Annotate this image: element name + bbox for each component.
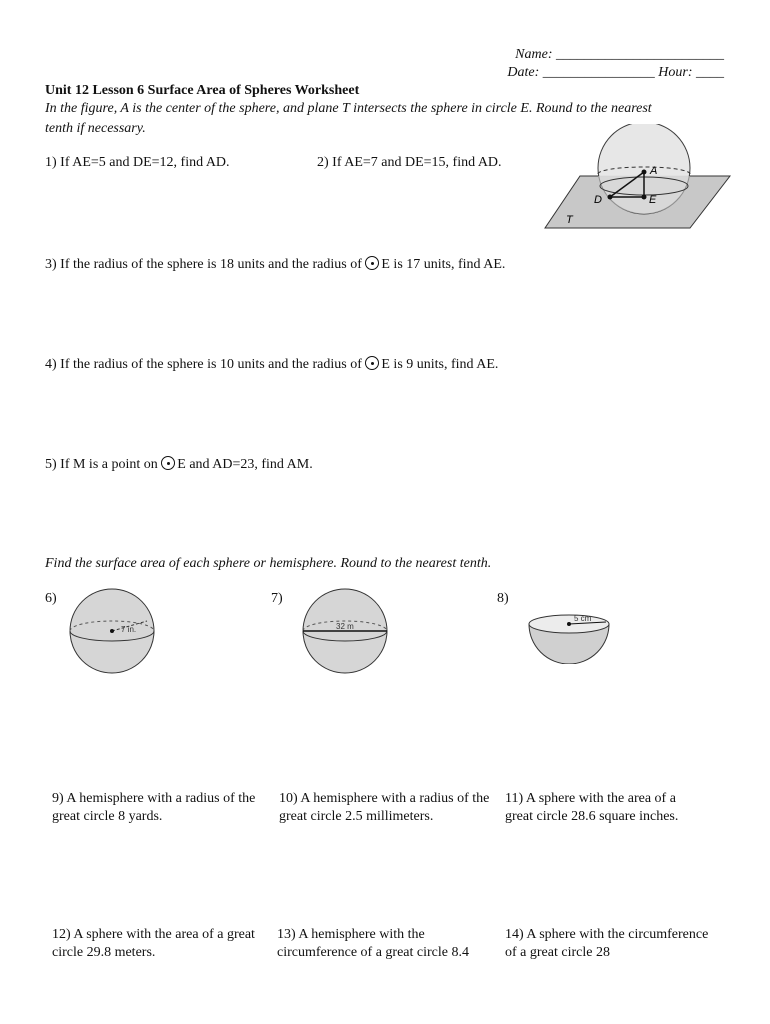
sphere-figure-7: [300, 585, 390, 677]
circle-dot-icon: [365, 356, 379, 370]
problem-14: 14) A sphere with the circumference of a great circle 28: [505, 927, 709, 960]
circle-dot-icon: [161, 456, 175, 470]
problem-2: 2) If AE=7 and DE=15, find AD.: [317, 155, 502, 170]
hemisphere-8-radius-label: 5 cm: [574, 614, 592, 623]
problem-4: [45, 356, 498, 373]
intro-line-2: tenth if necessary.: [45, 121, 146, 136]
label-a: A: [650, 165, 658, 177]
name-label: Name:: [515, 47, 553, 62]
label-t: T: [566, 214, 573, 226]
label-e: E: [649, 194, 657, 206]
hour-blank: ____: [696, 65, 724, 80]
problem-11: 11) A sphere with the area of a great circle 28.6 square inches.: [505, 791, 679, 824]
date-label: Date:: [507, 65, 540, 80]
problem-4-text-a: 4) If the radius of the sphere is 10 units and the radius of: [45, 357, 362, 372]
hemisphere-figure-8: [526, 608, 612, 664]
name-blank: ________________________: [556, 47, 724, 62]
problem-4-text-b: E is 9 units, find AE.: [381, 357, 499, 372]
problem-12: 12) A sphere with the area of a great circle 29.8 meters.: [52, 927, 255, 960]
hemisphere-8-center: [567, 622, 571, 626]
name-line: [515, 47, 724, 63]
worksheet-title: Unit 12 Lesson 6 Surface Area of Spheres Worksheet: [45, 83, 360, 98]
sphere-6-center: [110, 629, 114, 633]
problem-13: 13) A hemisphere with the circumference of a great circle 8.4: [277, 927, 469, 960]
point-d: [608, 195, 613, 200]
problem-3: [45, 256, 505, 273]
problem-3-text-b: E is 17 units, find AE.: [381, 257, 506, 272]
intro-line-1: In the figure, A is the center of the sphere, and plane T intersects the sphere in circle E. Round to the nearest: [45, 101, 652, 116]
problem-5: [45, 456, 313, 473]
date-hour-line: [507, 65, 724, 81]
problem-5-text-a: 5) If M is a point on: [45, 457, 158, 472]
problem-3-text-a: 3) If the radius of the sphere is 18 units and the radius of: [45, 257, 362, 272]
sphere-7-diameter-label: 32 m: [336, 622, 354, 631]
point-a: [642, 170, 647, 175]
problem-7-label: 7): [271, 591, 283, 606]
hour-label: Hour:: [658, 65, 693, 80]
problem-5-text-b: E and AD=23, find AM.: [177, 457, 313, 472]
problem-1: 1) If AE=5 and DE=12, find AD.: [45, 155, 230, 170]
point-e: [642, 195, 647, 200]
sphere-plane-figure: [540, 124, 740, 234]
circle-dot-icon: [365, 256, 379, 270]
problem-8-label: 8): [497, 591, 509, 606]
sphere-figure-6: [67, 585, 157, 677]
problem-10: 10) A hemisphere with a radius of the great circle 2.5 millimeters.: [279, 791, 490, 824]
sphere-6-radius-label: 7 in.: [121, 625, 137, 634]
date-blank: ________________: [542, 65, 655, 80]
section-2-instructions: Find the surface area of each sphere or hemisphere. Round to the nearest tenth.: [45, 556, 492, 571]
label-d: D: [594, 194, 602, 206]
problem-6-label: 6): [45, 591, 57, 606]
problem-9: 9) A hemisphere with a radius of the great circle 8 yards.: [52, 791, 256, 824]
